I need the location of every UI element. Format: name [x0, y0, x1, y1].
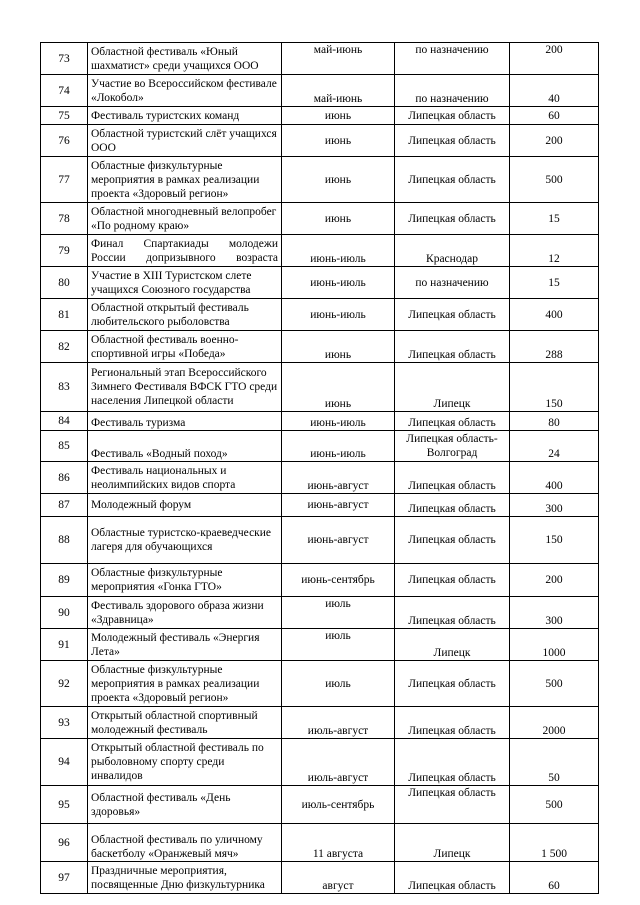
event-place: Липецк — [395, 363, 510, 412]
event-date: июнь-август — [282, 462, 395, 494]
event-name: Фестиваль туристских команд — [88, 107, 282, 125]
event-name: Открытый областной фестиваль по рыболовному спорту среди инвалидов — [88, 739, 282, 786]
event-place: Краснодар — [395, 235, 510, 267]
event-date: июнь — [282, 363, 395, 412]
row-number: 91 — [41, 629, 88, 661]
table-row — [41, 43, 599, 75]
event-name: Фестиваль национальных и неолимпийских видов спорта — [88, 462, 282, 494]
participant-count: 150 — [510, 517, 599, 564]
table-row — [41, 412, 599, 431]
participant-count: 400 — [510, 462, 599, 494]
event-date: июнь-сентябрь — [282, 564, 395, 597]
event-date: июль — [282, 597, 395, 629]
row-number: 88 — [41, 517, 88, 564]
participant-count: 1 500 — [510, 824, 599, 862]
row-number: 95 — [41, 786, 88, 824]
event-date: июнь-август — [282, 494, 395, 517]
event-name: Участие в XIII Туристском слете учащихся Союзного государства — [88, 267, 282, 299]
event-place: Липецкая область — [395, 597, 510, 629]
participant-count: 200 — [510, 564, 599, 597]
event-place: Липецкая область — [395, 494, 510, 517]
participant-count: 288 — [510, 331, 599, 363]
participant-count: 500 — [510, 661, 599, 707]
row-number: 85 — [41, 431, 88, 462]
participant-count: 300 — [510, 597, 599, 629]
participant-count: 300 — [510, 494, 599, 517]
event-date: май-июнь — [282, 43, 395, 75]
participant-count: 40 — [510, 75, 599, 107]
row-number: 87 — [41, 494, 88, 517]
row-number: 76 — [41, 125, 88, 157]
table-row — [41, 107, 599, 125]
table-row — [41, 661, 599, 707]
row-number: 82 — [41, 331, 88, 363]
table-row — [41, 707, 599, 739]
participant-count: 60 — [510, 107, 599, 125]
participant-count: 150 — [510, 363, 599, 412]
event-place: Липецкая область — [395, 125, 510, 157]
event-name: Областной многодневный велопробег «По родному краю» — [88, 203, 282, 235]
event-date: май-июнь — [282, 75, 395, 107]
participant-count: 24 — [510, 431, 599, 462]
row-number: 77 — [41, 157, 88, 203]
participant-count: 12 — [510, 235, 599, 267]
table-row — [41, 462, 599, 494]
event-date: июль-август — [282, 739, 395, 786]
table-row — [41, 157, 599, 203]
table-row — [41, 824, 599, 862]
participant-count: 15 — [510, 203, 599, 235]
row-number: 97 — [41, 862, 88, 894]
row-number: 78 — [41, 203, 88, 235]
event-date: июнь-июль — [282, 431, 395, 462]
participant-count: 500 — [510, 786, 599, 824]
table-row — [41, 75, 599, 107]
table-row — [41, 597, 599, 629]
event-date: июнь-июль — [282, 235, 395, 267]
event-name: Областной туристский слёт учащихся ООО — [88, 125, 282, 157]
event-name: Участие во Всероссийском фестивале «Локобол» — [88, 75, 282, 107]
event-place: по назначению — [395, 267, 510, 299]
row-number: 73 — [41, 43, 88, 75]
event-place: Липецкая область — [395, 412, 510, 431]
table-row — [41, 786, 599, 824]
event-date: июль-сентябрь — [282, 786, 395, 824]
events-table — [40, 42, 599, 894]
event-date: август — [282, 862, 395, 894]
event-place: Липецкая область — [395, 107, 510, 125]
event-place: по назначению — [395, 75, 510, 107]
event-date: июнь-июль — [282, 299, 395, 331]
event-name: Праздничные мероприятия, посвященные Дню физкультурника — [88, 862, 282, 894]
row-number: 90 — [41, 597, 88, 629]
table-row — [41, 431, 599, 462]
event-date: июнь-июль — [282, 267, 395, 299]
table-row — [41, 235, 599, 267]
event-name: Областные туристско-краеведческие лагеря для обучающихся — [88, 517, 282, 564]
event-place: Липецкая область — [395, 203, 510, 235]
event-name: Фестиваль здорового образа жизни «Здравница» — [88, 597, 282, 629]
event-place: Липецкая область — [395, 462, 510, 494]
event-date: 11 августа — [282, 824, 395, 862]
event-name: Областной открытый фестиваль любительского рыболовства — [88, 299, 282, 331]
row-number: 92 — [41, 661, 88, 707]
event-name: Финал Спартакиады молодежи России допризывного возраста — [88, 235, 282, 267]
event-date: июль — [282, 629, 395, 661]
event-place: Липецкая область — [395, 517, 510, 564]
event-name: Областной фестиваль по уличному баскетболу «Оранжевый мяч» — [88, 824, 282, 862]
event-place: Липецкая область-Волгоград — [395, 431, 510, 462]
row-number: 74 — [41, 75, 88, 107]
event-name: Фестиваль «Водный поход» — [88, 431, 282, 462]
event-date: июнь — [282, 331, 395, 363]
event-place: Липецкая область — [395, 299, 510, 331]
participant-count: 60 — [510, 862, 599, 894]
event-date: июнь — [282, 125, 395, 157]
participant-count: 50 — [510, 739, 599, 786]
event-place: Липецк — [395, 824, 510, 862]
event-place: Липецкая область — [395, 707, 510, 739]
event-place: Липецкая область — [395, 331, 510, 363]
table-row — [41, 494, 599, 517]
table-row — [41, 862, 599, 894]
event-date: июнь-август — [282, 517, 395, 564]
event-place: Липецкая область — [395, 157, 510, 203]
participant-count: 200 — [510, 43, 599, 75]
table-row — [41, 331, 599, 363]
table-row — [41, 564, 599, 597]
participant-count: 2000 — [510, 707, 599, 739]
table-row — [41, 629, 599, 661]
event-name: Открытый областной спортивный молодежный фестиваль — [88, 707, 282, 739]
table-row — [41, 125, 599, 157]
event-name: Областной фестиваль военно-спортивной игры «Победа» — [88, 331, 282, 363]
table-row — [41, 203, 599, 235]
row-number: 86 — [41, 462, 88, 494]
event-place: Липецк — [395, 629, 510, 661]
event-place: по назначению — [395, 43, 510, 75]
participant-count: 80 — [510, 412, 599, 431]
participant-count: 500 — [510, 157, 599, 203]
event-date: июль-август — [282, 707, 395, 739]
row-number: 84 — [41, 412, 88, 431]
event-date: июнь — [282, 157, 395, 203]
event-place: Липецкая область — [395, 564, 510, 597]
event-date: июнь-июль — [282, 412, 395, 431]
event-place: Липецкая область — [395, 862, 510, 894]
event-date: июль — [282, 661, 395, 707]
table-row — [41, 517, 599, 564]
table-row — [41, 267, 599, 299]
event-name: Областные физкультурные мероприятия в рамках реализации проекта «Здоровый регион» — [88, 157, 282, 203]
event-date: июнь — [282, 107, 395, 125]
event-date: июнь — [282, 203, 395, 235]
event-name: Областной фестиваль «День здоровья» — [88, 786, 282, 824]
table-row — [41, 739, 599, 786]
row-number: 83 — [41, 363, 88, 412]
row-number: 79 — [41, 235, 88, 267]
event-name: Областные физкультурные мероприятия «Гонка ГТО» — [88, 564, 282, 597]
row-number: 96 — [41, 824, 88, 862]
event-name: Фестиваль туризма — [88, 412, 282, 431]
event-place: Липецкая область — [395, 661, 510, 707]
row-number: 93 — [41, 707, 88, 739]
event-place: Липецкая область — [395, 786, 510, 824]
participant-count: 1000 — [510, 629, 599, 661]
event-name: Областные физкультурные мероприятия в рамках реализации проекта «Здоровый регион» — [88, 661, 282, 707]
row-number: 75 — [41, 107, 88, 125]
event-place: Липецкая область — [395, 739, 510, 786]
table-row — [41, 299, 599, 331]
table-row — [41, 363, 599, 412]
event-name: Молодежный фестиваль «Энергия Лета» — [88, 629, 282, 661]
row-number: 81 — [41, 299, 88, 331]
row-number: 94 — [41, 739, 88, 786]
event-name: Молодежный форум — [88, 494, 282, 517]
participant-count: 400 — [510, 299, 599, 331]
row-number: 80 — [41, 267, 88, 299]
participant-count: 15 — [510, 267, 599, 299]
participant-count: 200 — [510, 125, 599, 157]
event-name: Региональный этап Всероссийского Зимнего Фестиваля ВФСК ГТО среди населения Липецкой области — [88, 363, 282, 412]
event-name: Областной фестиваль «Юный шахматист» среди учащихся ООО — [88, 43, 282, 75]
row-number: 89 — [41, 564, 88, 597]
